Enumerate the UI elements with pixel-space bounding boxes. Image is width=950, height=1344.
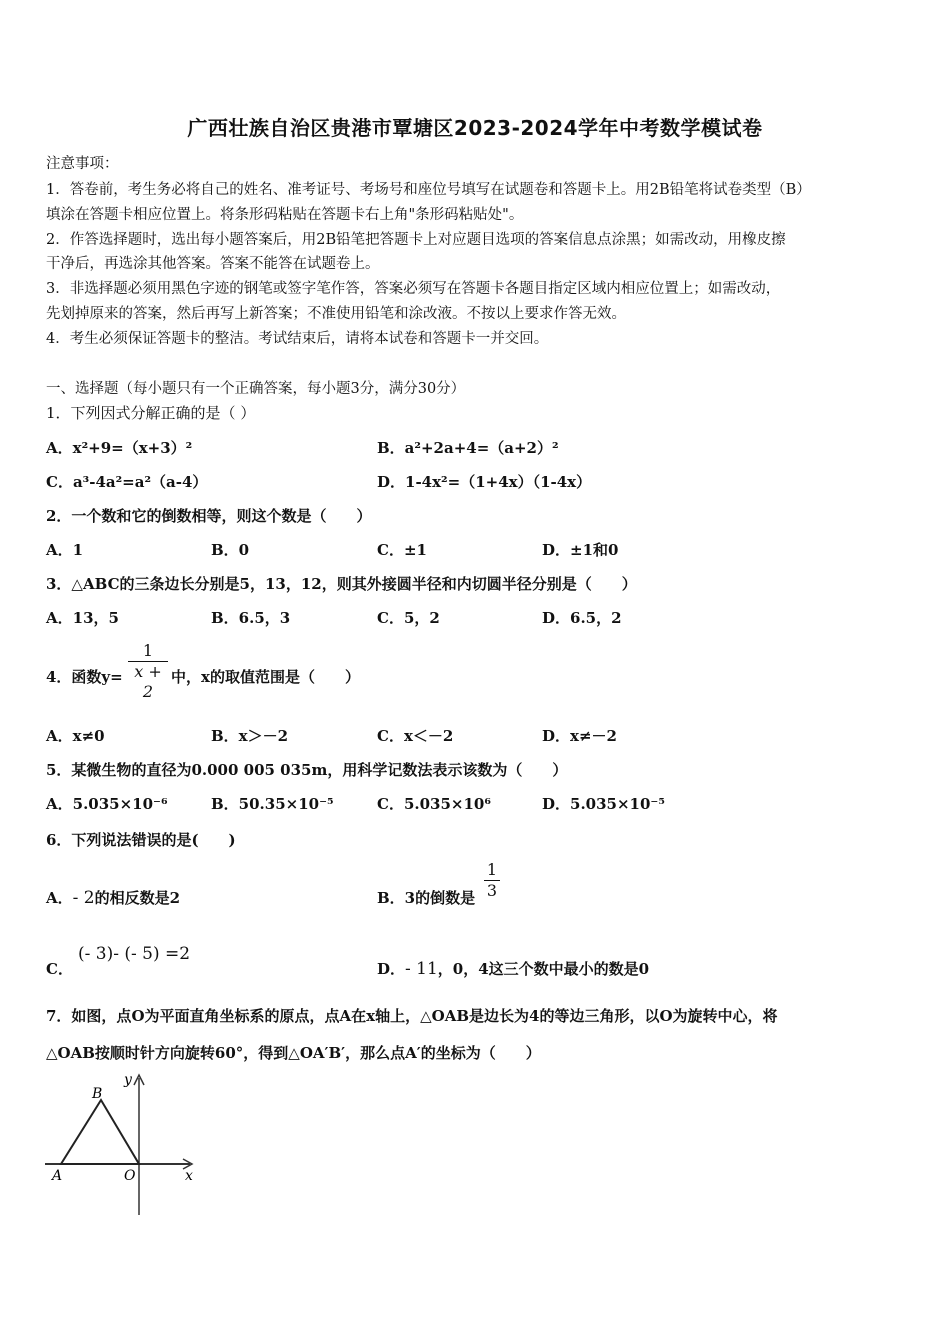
question-2-option-c: C．±1 [377,541,427,559]
label-x: x [185,1168,193,1184]
question-5-stem: 5．某微生物的直径为0.000 005 035m，用科学记数法表示该数为（ ） [46,761,568,779]
question-6-stem: 6．下列说法错误的是( ) [46,831,236,849]
label-o: O [124,1168,136,1184]
label-b: B [92,1086,103,1102]
section-heading: 一、选择题（每小题只有一个正确答案，每小题3分，满分30分） [46,381,466,397]
question-3-stem: 3．△ABC的三条边长分别是5，13，12，则其外接圆半径和内切圆半径分别是（ ） [46,575,637,593]
option-text: 的相反数是2 [94,889,181,907]
question-5-option-c: C．5.035×10⁶ [377,795,491,813]
question-1-option-a: A．x²+9=（x+3）² [46,439,193,457]
page-title: 广西壮族自治区贵港市覃塘区2023-2024学年中考数学模试卷 [187,116,763,140]
notice-line: 4．考生必须保证答题卡的整洁。考试结束后，请将本试卷和答题卡一并交回。 [46,331,549,347]
notice-heading: 注意事项： [46,156,119,172]
fraction-numerator: 1 [142,641,154,660]
question-4-stem-pre: 4．函数y= [46,668,123,686]
question-4-option-b: B．x＞－2 [211,727,289,745]
question-4-option-a: A．x≠0 [46,727,105,745]
question-1-option-b: B．a²+2a+4=（a+2）² [377,439,559,457]
option-letter: D． [377,960,406,978]
question-1-stem: 1．下列因式分解正确的是（ ） [46,404,256,422]
option-letter: A． [46,889,73,907]
math-expression: - 11 [405,959,438,979]
question-4-stem-post: 中，x的取值范围是（ ） [171,668,360,686]
question-1-option-c: C．a³-4a²=a²（a-4） [46,473,208,491]
notice-line: 2．作答选择题时，选出每小题答案后，用2B铅笔把答题卡上对应题目选项的答案信息点涂黑；如需改动，用橡皮擦 [46,232,786,248]
fraction-denominator: x + 2 [128,661,168,702]
question-5-option-d: D．5.035×10⁻⁵ [542,795,665,813]
question-6-option-d [377,958,649,979]
question-5-option-a: A．5.035×10⁻⁶ [46,795,168,813]
notice-line: 干净后，再选涂其他答案。答案不能答在试题卷上。 [46,256,380,272]
question-6-option-b: B．3的倒数是 [377,889,476,907]
notice-line: 1．答卷前，考生务必将自己的姓名、准考证号、考场号和座位号填写在试题卷和答题卡上。用2B铅笔将试卷类型（B） [46,182,811,198]
question-7-figure [40,1070,200,1220]
question-3-option-d: D．6.5，2 [542,609,622,627]
notice-line: 先划掉原来的答案，然后再写上新答案；不准使用铅笔和涂改液。不按以上要求作答无效。 [46,306,626,322]
question-6-option-a [46,887,180,908]
notice-line: 填涂在答题卡相应位置上。将条形码粘贴在答题卡右上角"条形码粘贴处"。 [46,207,524,223]
label-a: A [52,1168,63,1184]
question-4-option-d: D．x≠－2 [542,727,617,745]
math-expression: - 2 [72,888,95,908]
question-5-option-b: B．50.35×10⁻⁵ [211,795,334,813]
question-4-fraction [128,641,168,702]
question-6-option-c-math: (- 3)- (- 5) =2 [78,944,191,964]
question-3-option-a: A．13，5 [46,609,119,627]
question-2-stem: 2．一个数和它的倒数相等，则这个数是（ ） [46,507,372,525]
question-4-option-c: C．x＜－2 [377,727,454,745]
question-6-option-c-letter: C． [46,960,73,978]
question-2-option-b: B．0 [211,541,250,559]
question-2-option-a: A．1 [46,541,84,559]
question-3-option-c: C．5，2 [377,609,440,627]
question-3-option-b: B．6.5，3 [211,609,291,627]
triangle-oab [61,1100,139,1164]
fraction-denominator: 3 [484,880,500,901]
label-y: y [124,1072,132,1088]
question-6-option-b-fraction [484,860,500,901]
fraction-numerator: 1 [486,860,498,879]
question-7-stem-line1: 7．如图，点O为平面直角坐标系的原点，点A在x轴上，△OAB是边长为4的等边三角形，以O为旋转中心，将 [46,1007,778,1025]
notice-line: 3．非选择题必须用黑色字迹的钢笔或签字笔作答，答案必须写在答题卡各题目指定区域内相应位置上；如需改动， [46,281,781,297]
question-7-stem-line2: △OAB按顺时针方向旋转60°，得到△OA′B′，那么点A′的坐标为（ ） [46,1044,541,1062]
question-1-option-d: D．1-4x²=（1+4x）（1-4x） [377,473,592,491]
option-text: ，0，4这三个数中最小的数是0 [437,960,650,978]
question-2-option-d: D．±1和0 [542,541,619,559]
